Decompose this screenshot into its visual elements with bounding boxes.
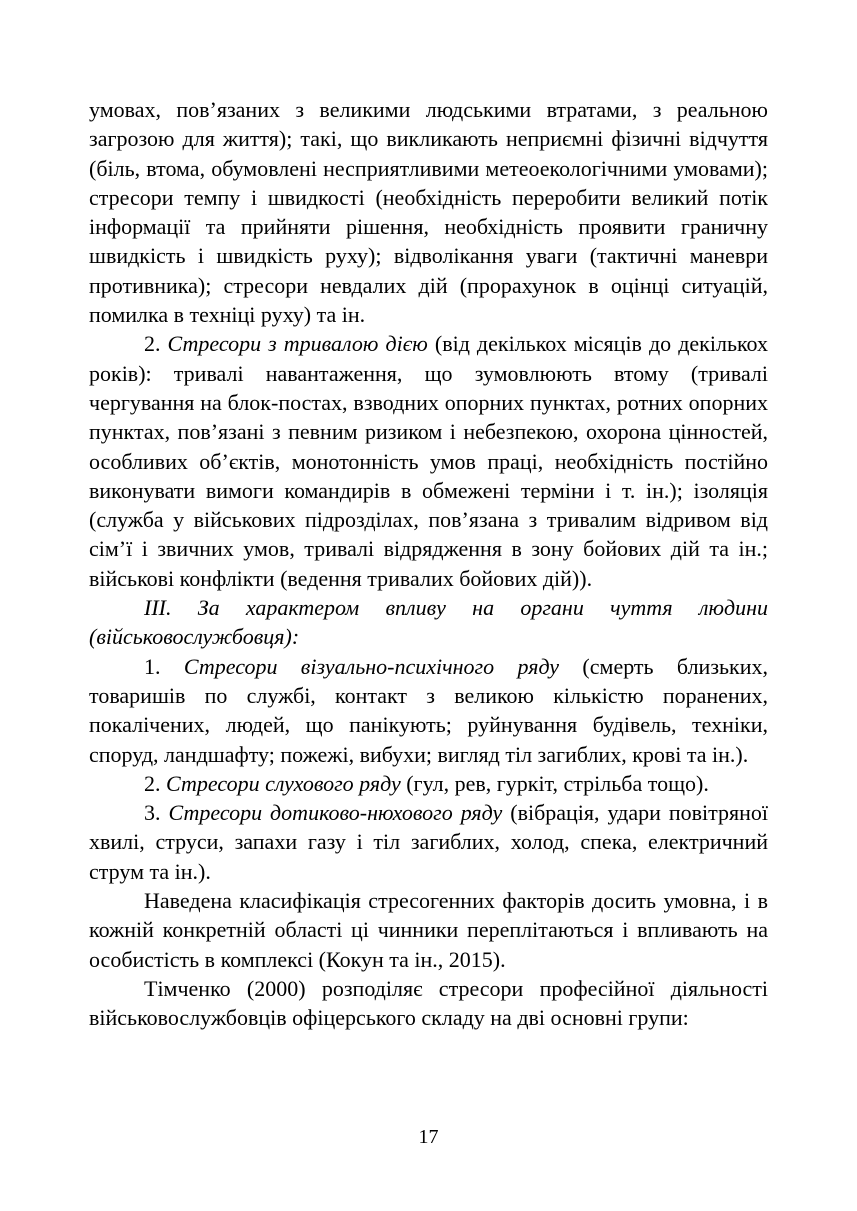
italic-term: Стресори візуально-психічного ряду: [183, 653, 560, 679]
italic-term: Стресори з тривалою дією: [167, 331, 428, 357]
list-number: 3.: [144, 800, 169, 826]
paragraph-long-term-stressors: [89, 329, 768, 593]
paragraph-classification-note: Наведена класифікація стресогенних факторів досить умовна, і в кожній конкретній області ці чинники переплітаються і впливають на особистість в комплексі (Кокун та ін., 2015).: [89, 888, 768, 972]
paragraph-auditory-stressors: [89, 769, 768, 798]
paragraph-tactile-stressors: [89, 798, 768, 886]
list-number: 1.: [144, 653, 184, 679]
paragraph-text: (від декількох місяців до декількох років): тривалі навантаження, що зумовлюють втому (тривалі чергування на блок-постах, взводних опорних пунктах, ротних опорних пунктах, пов’язані з певним ризиком і небезпекою, охорона цінностей, особливих об’єктів, монотонність умов праці, необхідність постійно виконувати вимоги командирів в обмежені терміни і т. ін.); ізоляція (служба у військових підрозділах, пов’язана з тривалим відривом від сім’ї і звичних умов, тривалі відрядження в зону бойових дій та ін.; військові конфлікти (ведення тривалих бойових дій)).: [89, 331, 769, 591]
paragraph-text: (смерть близьких, товаришів по службі, контакт з великою кількістю поранених, покалічених, людей, що панікують; руйнування будівель, техніки, споруд, ландшафту; пожежі, вибухи; вигляд тіл загиблих, крові та ін.).: [89, 653, 769, 767]
paragraph-continuation: умовах, пов’язаних з великими людськими втратами, з реальною загрозою для життя); такі, що викликають неприємні фізичні відчуття (біль, втома, обумовлені несприятливими метеоекологічними умовами); стресори темпу і швидкості (необхідність переробити великий потік інформації та прийняти рішення, необхідність проявити граничну швидкість і швидкість руху); відволікання уваги (тактичні маневри противника); стресори невдалих дій (прорахунок в оцінці ситуацій, помилка в техніці руху) та ін.: [89, 97, 768, 328]
list-number: 2.: [144, 770, 166, 796]
paragraph-visual-stressors: [89, 652, 768, 769]
italic-term: Стресори дотиково-нюхового ряду: [168, 800, 503, 826]
list-number: 2.: [144, 331, 168, 357]
italic-term: Стресори слухового ряду: [166, 770, 401, 796]
paragraph-text: (гул, рев, гуркіт, стрільба тощо).: [400, 770, 709, 796]
section-heading-senses: ІІІ. За характером впливу на органи чуття людини (військовослужбовця):: [89, 595, 768, 650]
page-number: 17: [418, 1126, 439, 1148]
paragraph-text: (вібрація, удари повітряної хвилі, струси, запахи газу і тіл загиблих, холод, спека, електричний струм та ін.).: [89, 800, 769, 884]
page-body: [89, 95, 768, 1033]
paragraph-timchenko: Тімченко (2000) розподіляє стресори професійної діяльності військовослужбовців офіцерського складу на дві основні групи:: [89, 975, 768, 1031]
